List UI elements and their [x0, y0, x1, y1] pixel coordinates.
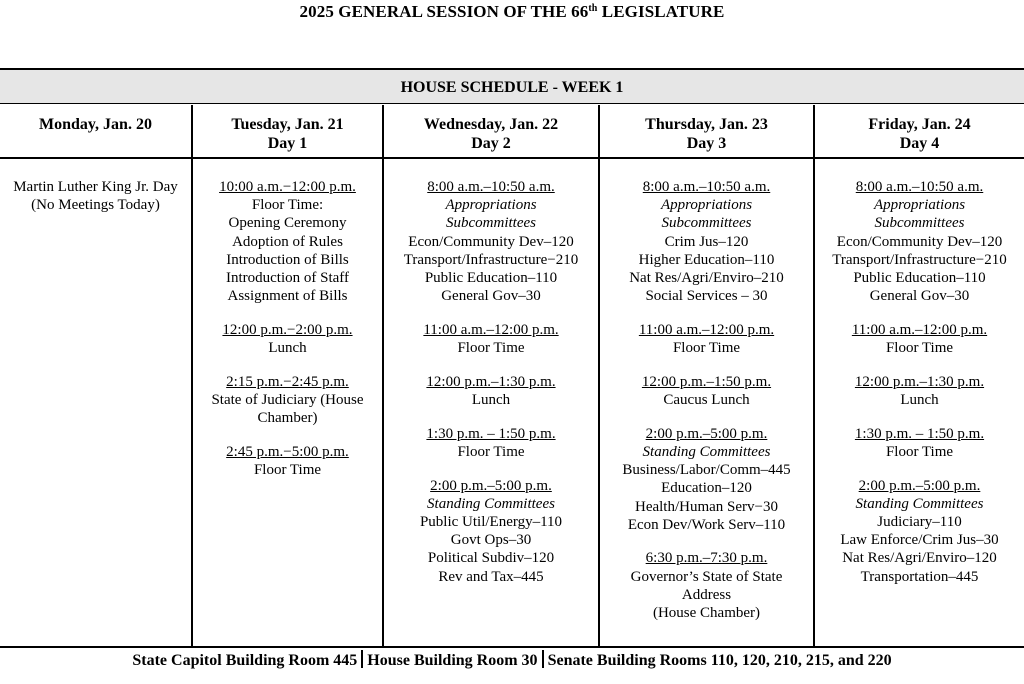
event-detail: Lunch	[471, 392, 511, 409]
event-detail: Transportation–445	[860, 568, 979, 585]
event-detail: Governor’s State of State	[630, 568, 783, 585]
event-time: 12:00 p.m.−2:00 p.m.	[222, 321, 353, 338]
event-block	[384, 425, 598, 461]
event-detail: Higher Education–110	[638, 251, 775, 268]
schedule-table	[0, 68, 1024, 648]
event-detail: State of Judiciary (House	[211, 392, 364, 409]
event-time: 2:45 p.m.−5:00 p.m.	[226, 443, 349, 460]
event-block	[815, 425, 1024, 461]
day-number: Day 3	[686, 135, 727, 152]
event-category: Subcommittees	[874, 215, 965, 232]
event-block	[193, 178, 382, 305]
document-title	[0, 2, 1024, 22]
event-detail: (House Chamber)	[652, 605, 761, 622]
footer-separator	[542, 650, 544, 668]
event-time: 1:30 p.m. – 1:50 p.m.	[426, 425, 556, 442]
event-detail: Nat Res/Agri/Enviro–120	[842, 550, 997, 567]
event-category: Subcommittees	[661, 215, 752, 232]
event-time: 10:00 a.m.−12:00 p.m.	[219, 179, 356, 195]
event-detail: Business/Labor/Comm–445	[622, 462, 791, 479]
event-detail: Floor Time	[253, 462, 322, 479]
event-block	[600, 425, 813, 534]
event-category: Standing Committees	[427, 495, 555, 512]
event-block	[0, 178, 191, 214]
day-columns	[0, 105, 1024, 646]
event-block	[384, 321, 598, 357]
event-category: Standing Committees	[855, 495, 984, 512]
day-date: Thursday, Jan. 23	[645, 116, 768, 133]
day-header	[600, 105, 813, 159]
event-detail: Floor Time	[885, 443, 954, 460]
day-date: Monday, Jan. 20	[39, 116, 152, 133]
event-category: Appropriations	[660, 197, 753, 214]
event-detail: Transport/Infrastructure−210	[403, 251, 579, 268]
event-block	[815, 477, 1024, 586]
event-detail: Transport/Infrastructure−210	[832, 251, 1007, 268]
event-detail: Crim Jus–120	[664, 233, 749, 250]
event-detail: Opening Ceremony	[228, 215, 347, 232]
event-detail: Health/Human Serv−30	[634, 498, 778, 515]
event-detail: Address	[681, 586, 732, 603]
day-header	[384, 105, 598, 159]
event-detail: Introduction of Bills	[226, 251, 349, 268]
event-time: 11:00 a.m.–12:00 p.m.	[423, 321, 559, 338]
event-detail: Political Subdiv–120	[427, 550, 555, 567]
event-detail: Floor Time	[885, 340, 954, 357]
event-detail: Nat Res/Agri/Enviro–210	[629, 270, 784, 287]
event-block	[193, 321, 382, 357]
event-block	[193, 373, 382, 428]
day-column	[193, 105, 384, 646]
event-detail: Caucus Lunch	[663, 392, 750, 409]
day-header	[0, 105, 191, 159]
event-category: Appropriations	[873, 197, 966, 214]
footer-locations	[0, 650, 1024, 670]
event-time: 12:00 p.m.–1:50 p.m.	[641, 373, 772, 390]
event-detail: Chamber)	[257, 410, 318, 427]
footer-separator	[361, 650, 363, 668]
day-number: Day 1	[267, 135, 308, 152]
event-detail: Judiciary–110	[877, 514, 962, 531]
day-number: Day 2	[471, 135, 511, 152]
event-detail: Social Services – 30	[645, 288, 768, 305]
event-detail: (No Meetings Today)	[31, 197, 160, 214]
title-text: 2025 GENERAL SESSION OF THE 66	[299, 2, 589, 21]
event-block	[600, 373, 813, 409]
footer-location: State Capitol Building Room 445	[132, 652, 358, 669]
event-detail: Floor Time:	[251, 197, 324, 214]
day-date: Wednesday, Jan. 22	[423, 116, 559, 133]
event-detail: General Gov–30	[441, 288, 541, 305]
event-block	[384, 373, 598, 409]
event-time: 12:00 p.m.–1:30 p.m.	[426, 373, 556, 390]
event-detail: Public Education–110	[424, 270, 558, 287]
event-time: 11:00 a.m.–12:00 p.m.	[851, 321, 988, 338]
day-column	[384, 105, 600, 646]
event-time: 8:00 a.m.–10:50 a.m.	[427, 179, 555, 195]
event-detail: Floor Time	[457, 443, 525, 460]
event-category: Standing Committees	[642, 443, 771, 460]
event-block	[600, 178, 813, 305]
day-header	[193, 105, 382, 159]
event-category: Appropriations	[445, 197, 537, 214]
day-events	[0, 159, 191, 214]
event-block	[384, 477, 598, 586]
day-events	[600, 159, 813, 622]
event-detail: Econ Dev/Work Serv–110	[627, 516, 786, 533]
event-block	[600, 549, 813, 622]
event-time: 6:30 p.m.–7:30 p.m.	[645, 550, 768, 567]
event-block	[815, 373, 1024, 409]
event-detail: Education–120	[661, 480, 752, 497]
footer-location: Senate Building Rooms 110, 120, 210, 215, and 220	[547, 652, 892, 669]
event-detail: Econ/Community Dev–120	[408, 233, 574, 250]
day-column	[0, 105, 193, 646]
title-superscript: th	[588, 3, 598, 15]
event-time: 11:00 a.m.–12:00 p.m.	[638, 321, 775, 338]
event-detail: Assignment of Bills	[227, 288, 348, 305]
footer-location: House Building Room 30	[367, 652, 538, 669]
event-time: 12:00 p.m.–1:30 p.m.	[854, 373, 985, 390]
event-time: 1:30 p.m. – 1:50 p.m.	[854, 425, 985, 442]
event-detail: General Gov–30	[869, 288, 970, 305]
day-date: Friday, Jan. 24	[868, 116, 971, 133]
day-events	[815, 159, 1024, 586]
schedule-title: HOUSE SCHEDULE - WEEK 1	[0, 70, 1024, 104]
event-block	[384, 178, 598, 305]
event-block	[815, 321, 1024, 357]
event-detail: Econ/Community Dev–120	[836, 233, 1003, 250]
event-detail: Lunch	[268, 340, 307, 357]
day-column	[815, 105, 1024, 646]
event-detail: Martin Luther King Jr. Day	[13, 179, 178, 195]
event-time: 8:00 a.m.–10:50 a.m.	[642, 179, 771, 195]
event-detail: Adoption of Rules	[232, 233, 343, 250]
day-header	[815, 105, 1024, 159]
event-time: 2:00 p.m.–5:00 p.m.	[858, 477, 981, 494]
event-category: Subcommittees	[446, 215, 536, 232]
event-detail: Public Education–110	[853, 270, 986, 287]
title-text-suffix: LEGISLATURE	[597, 2, 725, 21]
event-detail: Public Util/Energy–110	[419, 514, 563, 531]
event-time: 2:00 p.m.–5:00 p.m.	[430, 477, 552, 494]
event-time: 2:00 p.m.–5:00 p.m.	[645, 425, 768, 442]
event-detail: Govt Ops–30	[450, 532, 532, 549]
event-block	[815, 178, 1024, 305]
event-block	[193, 443, 382, 479]
event-block	[600, 321, 813, 357]
event-detail: Introduction of Staff	[225, 270, 350, 287]
day-events	[384, 159, 598, 586]
day-column	[600, 105, 815, 646]
day-events	[193, 159, 382, 479]
event-detail: Floor Time	[457, 340, 525, 357]
event-detail: Rev and Tax–445	[438, 568, 544, 585]
event-time: 8:00 a.m.–10:50 a.m.	[855, 179, 984, 195]
event-detail: Law Enforce/Crim Jus–30	[840, 532, 999, 549]
event-time: 2:15 p.m.−2:45 p.m.	[226, 373, 349, 390]
event-detail: Lunch	[900, 392, 939, 409]
day-date: Tuesday, Jan. 21	[231, 116, 344, 133]
day-number: Day 4	[899, 135, 940, 152]
event-detail: Floor Time	[672, 340, 741, 357]
